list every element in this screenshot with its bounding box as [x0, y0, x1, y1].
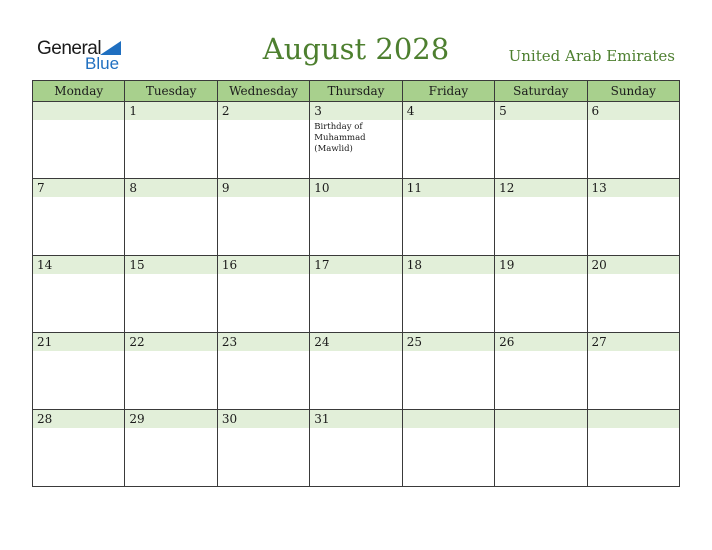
day-number: 15 [125, 256, 216, 274]
week-row [33, 102, 680, 179]
weekday-header: Tuesday [125, 81, 217, 102]
day-cell [125, 333, 217, 410]
day-number: 27 [588, 333, 679, 351]
weekday-header: Saturday [495, 81, 587, 102]
day-cell [33, 102, 125, 179]
page-title: August 2028 [262, 32, 450, 66]
day-cell [310, 102, 402, 179]
day-cell [587, 410, 679, 487]
day-number: 13 [588, 179, 679, 197]
calendar-grid [32, 80, 680, 487]
day-number: 30 [218, 410, 309, 428]
day-cell [33, 333, 125, 410]
day-number: 18 [403, 256, 494, 274]
logo-blue-text: Blue [85, 54, 120, 73]
day-number [33, 102, 124, 120]
day-number: 2 [218, 102, 309, 120]
day-cell [587, 179, 679, 256]
day-cell [402, 256, 494, 333]
day-number: 31 [310, 410, 401, 428]
day-number: 29 [125, 410, 216, 428]
day-number: 16 [218, 256, 309, 274]
day-number [588, 410, 679, 428]
day-cell [217, 333, 309, 410]
day-number: 20 [588, 256, 679, 274]
day-cell [495, 410, 587, 487]
country-label: United Arab Emirates [508, 47, 675, 65]
day-cell [33, 179, 125, 256]
day-number: 5 [495, 102, 586, 120]
day-number: 4 [403, 102, 494, 120]
day-number: 8 [125, 179, 216, 197]
day-number: 26 [495, 333, 586, 351]
day-number: 21 [33, 333, 124, 351]
day-cell [587, 333, 679, 410]
day-cell [587, 256, 679, 333]
day-number: 9 [218, 179, 309, 197]
weekday-header-row [33, 81, 680, 102]
weekday-header: Friday [402, 81, 494, 102]
day-cell [217, 410, 309, 487]
logo-general-text: General [37, 38, 102, 59]
day-number: 3 [310, 102, 401, 120]
day-cell [495, 179, 587, 256]
weekday-header: Sunday [587, 81, 679, 102]
day-cell [402, 102, 494, 179]
week-row [33, 410, 680, 487]
day-number: 23 [218, 333, 309, 351]
day-cell [125, 102, 217, 179]
day-cell [402, 179, 494, 256]
day-cell [495, 333, 587, 410]
day-number: 12 [495, 179, 586, 197]
day-number: 7 [33, 179, 124, 197]
day-cell [217, 179, 309, 256]
day-number: 22 [125, 333, 216, 351]
day-number: 14 [33, 256, 124, 274]
day-cell [587, 102, 679, 179]
day-cell [217, 102, 309, 179]
day-cell [310, 256, 402, 333]
day-cell [125, 179, 217, 256]
day-cell [33, 410, 125, 487]
week-row [33, 333, 680, 410]
day-cell [125, 410, 217, 487]
day-number [495, 410, 586, 428]
day-cell [495, 256, 587, 333]
weekday-header: Monday [33, 81, 125, 102]
day-cell [402, 333, 494, 410]
day-cell [310, 333, 402, 410]
day-number: 25 [403, 333, 494, 351]
day-cell [495, 102, 587, 179]
day-number: 28 [33, 410, 124, 428]
day-number: 24 [310, 333, 401, 351]
day-cell [33, 256, 125, 333]
weekday-header: Wednesday [217, 81, 309, 102]
day-number: 19 [495, 256, 586, 274]
day-number: 1 [125, 102, 216, 120]
day-cell [217, 256, 309, 333]
day-number [403, 410, 494, 428]
day-cell [125, 256, 217, 333]
week-row [33, 179, 680, 256]
day-number: 17 [310, 256, 401, 274]
day-number: 10 [310, 179, 401, 197]
day-cell [310, 179, 402, 256]
day-cell [402, 410, 494, 487]
week-row [33, 256, 680, 333]
day-number: 11 [403, 179, 494, 197]
day-number: 6 [588, 102, 679, 120]
day-cell [310, 410, 402, 487]
holiday-event: Birthday of Muhammad (Mawlid) [314, 122, 366, 154]
weekday-header: Thursday [310, 81, 402, 102]
